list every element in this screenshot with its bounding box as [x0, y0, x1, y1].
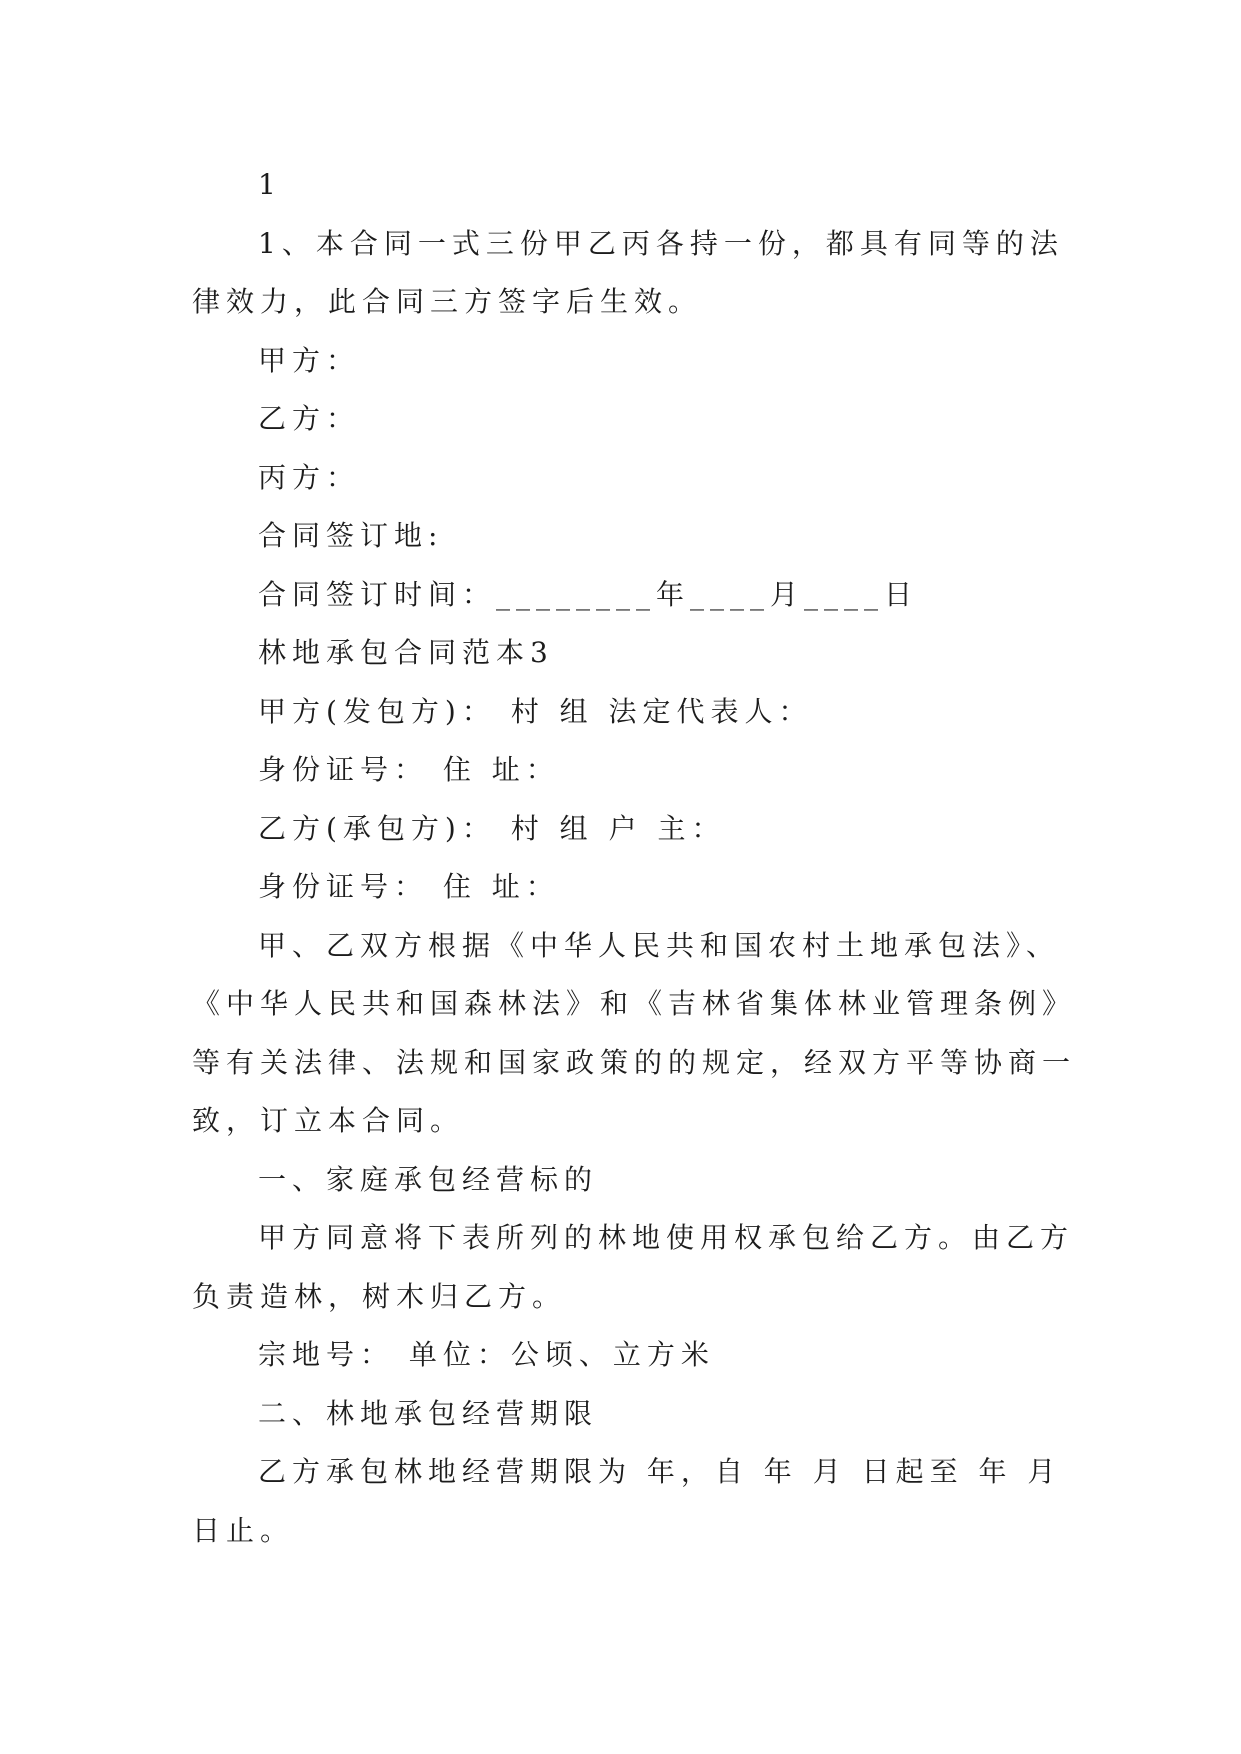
paragraph-line: 负责造林，树木归乙方。 [192, 1279, 567, 1313]
paragraph-line: 1、本合同一式三份甲乙丙各持一份，都具有同等的法 [258, 226, 1064, 260]
document-body [192, 156, 1152, 1560]
contract-copies-clause [192, 215, 1152, 332]
legal-basis-paragraph [192, 917, 1152, 1151]
section-1-body [192, 1209, 1152, 1326]
paragraph-line: 丙方： [258, 460, 361, 494]
party-a-id-address [192, 741, 1152, 800]
paragraph-line: 甲方： [258, 343, 361, 377]
paragraph-line: 甲方(发包方)： 村 组 法定代表人： [258, 694, 813, 728]
party-a-contractor-info [192, 683, 1152, 742]
paragraph-line: 律效力，此合同三方签字后生效。 [192, 285, 703, 318]
party-a-signature-label [192, 332, 1152, 391]
page-number-paragraph [192, 156, 1152, 215]
paragraph-line: 致，订立本合同。 [192, 1104, 465, 1137]
paragraph-line: 乙方承包林地经营期限为 年，自 年 月 日起至 年 月 [258, 1455, 1062, 1488]
section-1-heading [192, 1151, 1152, 1210]
paragraph-line: 等有关法律、法规和国家政策的的规定，经双方平等协商一 [192, 1045, 1077, 1079]
paragraph-line: 宗地号： 单位：公顷、立方米 [258, 1338, 715, 1371]
paragraph-line: 乙方： [258, 402, 361, 435]
paragraph-line: 甲、乙双方根据《中华人民共和国农村土地承包法》、 [258, 928, 1061, 962]
paragraph-line: 合同签订时间：________年____月____日 [258, 577, 919, 611]
party-b-id-address [192, 858, 1152, 917]
party-c-signature-label [192, 449, 1152, 508]
paragraph-line: 二、林地承包经营期限 [258, 1396, 599, 1430]
parcel-unit-line [192, 1326, 1152, 1385]
paragraph-line: 日止。 [192, 1513, 295, 1547]
paragraph-line: 一、家庭承包经营标的 [258, 1162, 599, 1196]
section-2-heading [192, 1385, 1152, 1444]
paragraph-line: 林地承包合同范本3 [258, 636, 554, 669]
paragraph-line: 身份证号： 住 址： [258, 753, 560, 786]
paragraph-line: 身份证号： 住 址： [258, 870, 560, 903]
paragraph-line: 1 [258, 168, 282, 201]
paragraph-line: 甲方同意将下表所列的林地使用权承包给乙方。由乙方 [258, 1221, 1075, 1254]
contract-template-title [192, 624, 1152, 683]
signing-date-label [192, 566, 1152, 625]
paragraph-line: 乙方(承包方)： 村 组 户 主： [258, 811, 726, 845]
party-b-signature-label [192, 390, 1152, 449]
signing-place-label [192, 507, 1152, 566]
party-b-contractor-info [192, 800, 1152, 859]
paragraph-line: 《中华人民共和国森林法》和《吉林省集体林业管理条例》 [192, 987, 1077, 1020]
section-2-body [192, 1443, 1152, 1560]
paragraph-line: 合同签订地: [258, 519, 444, 552]
